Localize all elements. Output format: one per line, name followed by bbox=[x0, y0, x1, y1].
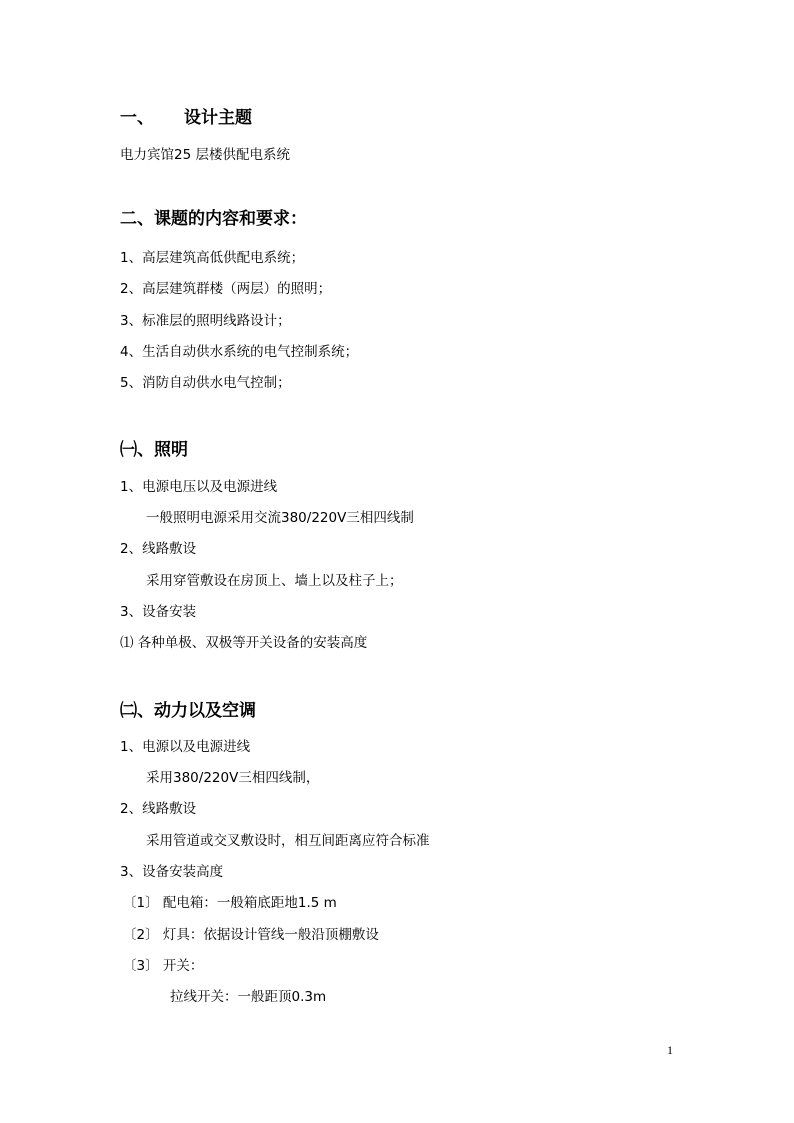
section1-heading-text: 设计主题 bbox=[184, 108, 252, 128]
part1-line: 1、电源电压以及电源进线 bbox=[120, 479, 278, 495]
section2-item: 4、生活自动供水系统的电气控制系统； bbox=[120, 344, 359, 360]
part2-line: 1、电源以及电源进线 bbox=[120, 739, 251, 755]
part2-line: 采用380/220V三相四线制， bbox=[146, 770, 320, 786]
section1-body: 电力宾馆25 层楼供配电系统 bbox=[120, 147, 290, 163]
part2-line: 采用管道或交叉敷设时，相互间距离应符合标准 bbox=[146, 833, 430, 849]
part2-line: 2、线路敷设 bbox=[120, 801, 197, 817]
part2-line: 〔3〕 开关： bbox=[123, 958, 204, 974]
section2-heading: 二、课题的内容和要求： bbox=[120, 209, 307, 229]
part1-heading: ㈠、照明 bbox=[120, 440, 188, 460]
section1-heading-number: 一、 bbox=[120, 108, 154, 128]
part2-heading: ㈡、动力以及空调 bbox=[120, 701, 256, 721]
section2-item: 1、高层建筑高低供配电系统； bbox=[120, 250, 305, 266]
section1-heading bbox=[120, 107, 252, 129]
section2-item: 5、消防自动供水电气控制； bbox=[120, 375, 291, 391]
part1-line: 一般照明电源采用交流380/220V三相四线制 bbox=[146, 510, 414, 526]
part1-line: ⑴ 各种单极、双极等开关设备的安装高度 bbox=[120, 635, 368, 651]
part2-line: 〔2〕 灯具：依据设计管线一般沿顶棚敷设 bbox=[123, 927, 379, 943]
page-number: 1 bbox=[667, 1043, 673, 1057]
part1-line: 2、线路敷设 bbox=[120, 541, 197, 557]
part2-line: 3、设备安装高度 bbox=[120, 864, 224, 880]
part1-line: 3、设备安装 bbox=[120, 604, 197, 620]
part2-line: 拉线开关：一般距顶0.3m bbox=[170, 989, 327, 1005]
section2-item: 3、标准层的照明线路设计； bbox=[120, 313, 291, 329]
part2-line: 〔1〕 配电箱：一般箱底距地1.5 m bbox=[123, 895, 337, 911]
part1-line: 采用穿管敷设在房顶上、墙上以及柱子上； bbox=[146, 573, 403, 589]
section2-item: 2、高层建筑群楼（两层）的照明； bbox=[120, 281, 332, 297]
